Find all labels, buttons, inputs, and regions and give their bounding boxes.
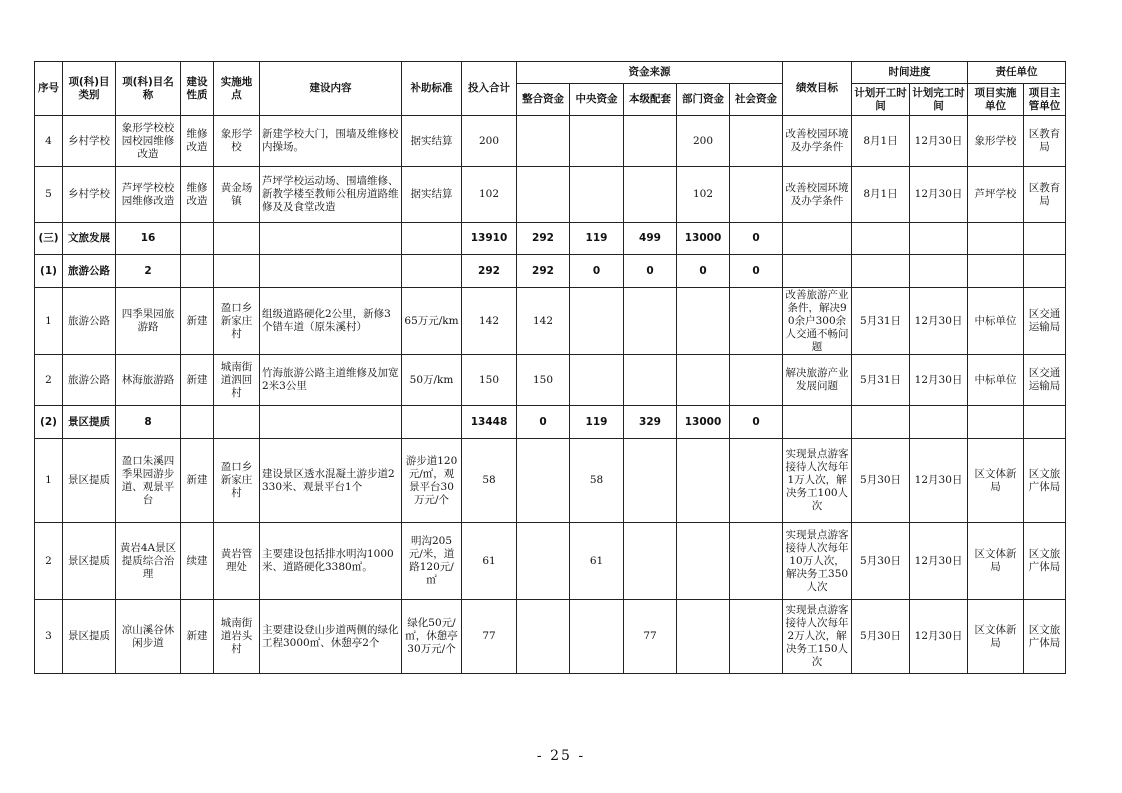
- cell-impl: [968, 255, 1024, 288]
- cell-nature: [181, 255, 214, 288]
- cell-nature: [181, 406, 214, 439]
- cell-total: 150: [462, 355, 517, 406]
- cell-seq: 2: [35, 355, 63, 406]
- cell-social: [730, 523, 783, 600]
- cell-total: 77: [462, 600, 517, 674]
- cell-location: 城南街道泗回村: [214, 355, 260, 406]
- cell-goal: 实现景点游客接待人次每年2万人次，解决务工150人次: [783, 600, 852, 674]
- cell-total: 200: [462, 116, 517, 167]
- cell-seq: 1: [35, 439, 63, 523]
- cell-subsidy: 游步道120元/㎡，观景平台30万元/个: [402, 439, 462, 523]
- table-row: [35, 439, 1066, 523]
- cell-central: [570, 116, 624, 167]
- cell-integrated: [517, 167, 570, 223]
- header-funding: 资金来源: [517, 62, 783, 84]
- cell-goal: [783, 406, 852, 439]
- cell-central: 58: [570, 439, 624, 523]
- cell-subsidy: 据实结算: [402, 167, 462, 223]
- cell-content: [260, 406, 402, 439]
- cell-nature: [181, 223, 214, 255]
- cell-total: 13910: [462, 223, 517, 255]
- cell-name: 林海旅游路: [116, 355, 181, 406]
- cell-impl: 芦坪学校: [968, 167, 1024, 223]
- cell-mgr: 区教育局: [1024, 167, 1066, 223]
- cell-subsidy: [402, 223, 462, 255]
- cell-integrated: [517, 523, 570, 600]
- header-social: 社会资金: [730, 84, 783, 116]
- table-row: [35, 523, 1066, 600]
- cell-start: [852, 223, 910, 255]
- cell-category: 旅游公路: [63, 288, 116, 355]
- cell-location: [214, 255, 260, 288]
- project-table: [34, 61, 1066, 674]
- cell-mgr: [1024, 223, 1066, 255]
- cell-content: [260, 223, 402, 255]
- cell-local: [624, 116, 677, 167]
- cell-nature: 新建: [181, 288, 214, 355]
- cell-dept: [677, 523, 730, 600]
- cell-location: 盈口乡新家庄村: [214, 288, 260, 355]
- cell-count: 2: [116, 255, 181, 288]
- cell-integrated: [517, 600, 570, 674]
- cell-integrated: 150: [517, 355, 570, 406]
- cell-seq: 4: [35, 116, 63, 167]
- cell-local: 77: [624, 600, 677, 674]
- cell-start: 8月1日: [852, 167, 910, 223]
- cell-impl: 中标单位: [968, 355, 1024, 406]
- cell-integrated: 142: [517, 288, 570, 355]
- table-row: [35, 167, 1066, 223]
- cell-local: 499: [624, 223, 677, 255]
- cell-mgr: 区文旅广体局: [1024, 523, 1066, 600]
- cell-category: 景区提质: [63, 406, 116, 439]
- cell-end: 12月30日: [910, 288, 968, 355]
- cell-mgr: 区交通运输局: [1024, 355, 1066, 406]
- header-content: 建设内容: [260, 62, 402, 116]
- cell-social: [730, 167, 783, 223]
- cell-impl: [968, 223, 1024, 255]
- cell-seq: (1): [35, 255, 63, 288]
- cell-social: [730, 355, 783, 406]
- cell-dept: [677, 600, 730, 674]
- header-start: 计划开工时间: [852, 84, 910, 116]
- cell-mgr: 区文旅广体局: [1024, 439, 1066, 523]
- cell-goal: 实现景点游客接待人次每年10万人次，解决务工350人次: [783, 523, 852, 600]
- cell-central: 0: [570, 255, 624, 288]
- cell-subsidy: 50万/km: [402, 355, 462, 406]
- table-row: [35, 288, 1066, 355]
- cell-start: 5月30日: [852, 439, 910, 523]
- cell-central: 119: [570, 223, 624, 255]
- cell-local: [624, 439, 677, 523]
- cell-impl: 中标单位: [968, 288, 1024, 355]
- cell-impl: 区文体新局: [968, 600, 1024, 674]
- header-impl-unit: 项目实施单位: [968, 84, 1024, 116]
- cell-seq: (2): [35, 406, 63, 439]
- cell-content: 芦坪学校运动场、围墙维修、新教学楼至教师公租房道路维修及及食堂改造: [260, 167, 402, 223]
- cell-category: 景区提质: [63, 523, 116, 600]
- page-number: - 25 -: [536, 748, 586, 764]
- cell-content: 主要建设包括排水明沟1000米、道路硬化3380㎡。: [260, 523, 402, 600]
- cell-subsidy: 明沟205元/米，道路120元/㎡: [402, 523, 462, 600]
- cell-total: 142: [462, 288, 517, 355]
- cell-goal: [783, 223, 852, 255]
- cell-location: [214, 223, 260, 255]
- cell-name: 黄岩4A景区提质综合治理: [116, 523, 181, 600]
- cell-subsidy: 绿化50元/㎡，休憩亭30万元/个: [402, 600, 462, 674]
- header-responsible: 责任单位: [968, 62, 1066, 84]
- cell-location: 盈口乡新家庄村: [214, 439, 260, 523]
- cell-subsidy: 据实结算: [402, 116, 462, 167]
- cell-nature: 维修改造: [181, 167, 214, 223]
- summary-row: [35, 255, 1066, 288]
- cell-integrated: 0: [517, 406, 570, 439]
- cell-start: 5月30日: [852, 523, 910, 600]
- cell-local: [624, 167, 677, 223]
- cell-end: 12月30日: [910, 523, 968, 600]
- header-goal: 绩效目标: [783, 62, 852, 116]
- cell-subsidy: 65万元/km: [402, 288, 462, 355]
- cell-local: [624, 523, 677, 600]
- cell-nature: 新建: [181, 600, 214, 674]
- header-row-1: [35, 62, 1066, 84]
- cell-total: 58: [462, 439, 517, 523]
- cell-seq: 2: [35, 523, 63, 600]
- header-local: 本级配套: [624, 84, 677, 116]
- table-row: [35, 116, 1066, 167]
- cell-impl: 区文体新局: [968, 523, 1024, 600]
- cell-goal: 实现景点游客接待人次每年1万人次，解决务工100人次: [783, 439, 852, 523]
- cell-integrated: 292: [517, 223, 570, 255]
- cell-subsidy: [402, 255, 462, 288]
- cell-category: 景区提质: [63, 439, 116, 523]
- cell-end: [910, 406, 968, 439]
- header-name: 项(科)目名称: [116, 62, 181, 116]
- cell-nature: 新建: [181, 439, 214, 523]
- cell-end: [910, 255, 968, 288]
- cell-central: 119: [570, 406, 624, 439]
- cell-goal: 改善旅游产业条件，解决90余户300余人交通不畅问题: [783, 288, 852, 355]
- cell-name: 四季果园旅游路: [116, 288, 181, 355]
- cell-central: [570, 288, 624, 355]
- cell-mgr: [1024, 406, 1066, 439]
- header-end: 计划完工时间: [910, 84, 968, 116]
- cell-location: 象形学校: [214, 116, 260, 167]
- header-dept: 部门资金: [677, 84, 730, 116]
- cell-end: [910, 223, 968, 255]
- cell-dept: 102: [677, 167, 730, 223]
- cell-total: 61: [462, 523, 517, 600]
- cell-central: [570, 167, 624, 223]
- cell-local: [624, 355, 677, 406]
- cell-dept: [677, 439, 730, 523]
- cell-social: 0: [730, 223, 783, 255]
- header-category: 项(科)目类别: [63, 62, 116, 116]
- cell-content: 竹海旅游公路主道维修及加宽2米3公里: [260, 355, 402, 406]
- cell-content: 建设景区透水混凝土游步道2330米、观景平台1个: [260, 439, 402, 523]
- cell-integrated: [517, 439, 570, 523]
- cell-end: 12月30日: [910, 167, 968, 223]
- cell-location: 黄金场镇: [214, 167, 260, 223]
- cell-name: 凉山溪谷休闲步道: [116, 600, 181, 674]
- cell-dept: 13000: [677, 223, 730, 255]
- cell-social: [730, 116, 783, 167]
- cell-content: 组级道路硬化2公里，新修3个错车道（原朱溪村）: [260, 288, 402, 355]
- cell-category: 景区提质: [63, 600, 116, 674]
- cell-social: [730, 288, 783, 355]
- cell-mgr: 区文旅广体局: [1024, 600, 1066, 674]
- header-nature: 建设性质: [181, 62, 214, 116]
- cell-total: 102: [462, 167, 517, 223]
- cell-local: 0: [624, 255, 677, 288]
- cell-name: 芦坪学校校园维修改造: [116, 167, 181, 223]
- summary-row: [35, 406, 1066, 439]
- cell-nature: 维修改造: [181, 116, 214, 167]
- cell-mgr: [1024, 255, 1066, 288]
- cell-start: 5月31日: [852, 288, 910, 355]
- header-schedule: 时间进度: [852, 62, 968, 84]
- cell-impl: 象形学校: [968, 116, 1024, 167]
- cell-goal: 改善校园环境及办学条件: [783, 167, 852, 223]
- cell-start: 5月31日: [852, 355, 910, 406]
- cell-social: [730, 439, 783, 523]
- cell-integrated: 292: [517, 255, 570, 288]
- cell-goal: [783, 255, 852, 288]
- cell-central: [570, 355, 624, 406]
- cell-local: [624, 288, 677, 355]
- cell-goal: 解决旅游产业发展问题: [783, 355, 852, 406]
- header-mgr-unit: 项目主管单位: [1024, 84, 1066, 116]
- header-integrated: 整合资金: [517, 84, 570, 116]
- cell-central: 61: [570, 523, 624, 600]
- cell-mgr: 区交通运输局: [1024, 288, 1066, 355]
- cell-mgr: 区教育局: [1024, 116, 1066, 167]
- cell-dept: 0: [677, 255, 730, 288]
- cell-category: 旅游公路: [63, 355, 116, 406]
- cell-goal: 改善校园环境及办学条件: [783, 116, 852, 167]
- cell-total: 292: [462, 255, 517, 288]
- cell-end: 12月30日: [910, 355, 968, 406]
- header-total: 投入合计: [462, 62, 517, 116]
- summary-row: [35, 223, 1066, 255]
- cell-dept: 13000: [677, 406, 730, 439]
- cell-total: 13448: [462, 406, 517, 439]
- cell-seq: 5: [35, 167, 63, 223]
- header-seq: 序号: [35, 62, 63, 116]
- cell-count: 8: [116, 406, 181, 439]
- cell-seq: 3: [35, 600, 63, 674]
- cell-name: 象形学校校园校园维修改造: [116, 116, 181, 167]
- cell-end: 12月30日: [910, 600, 968, 674]
- header-location: 实施地点: [214, 62, 260, 116]
- cell-dept: 200: [677, 116, 730, 167]
- cell-impl: 区文体新局: [968, 439, 1024, 523]
- cell-subsidy: [402, 406, 462, 439]
- cell-dept: [677, 288, 730, 355]
- cell-category: 旅游公路: [63, 255, 116, 288]
- cell-end: 12月30日: [910, 439, 968, 523]
- cell-content: 新建学校大门，围墙及维修校内操场。: [260, 116, 402, 167]
- cell-social: 0: [730, 255, 783, 288]
- cell-count: 16: [116, 223, 181, 255]
- table-row: [35, 355, 1066, 406]
- cell-start: 8月1日: [852, 116, 910, 167]
- table-row: [35, 600, 1066, 674]
- cell-nature: 新建: [181, 355, 214, 406]
- cell-end: 12月30日: [910, 116, 968, 167]
- cell-central: [570, 600, 624, 674]
- cell-location: 黄岩管理处: [214, 523, 260, 600]
- cell-local: 329: [624, 406, 677, 439]
- cell-start: [852, 255, 910, 288]
- cell-category: 乡村学校: [63, 167, 116, 223]
- cell-start: 5月30日: [852, 600, 910, 674]
- cell-integrated: [517, 116, 570, 167]
- header-central: 中央资金: [570, 84, 624, 116]
- cell-category: 乡村学校: [63, 116, 116, 167]
- cell-location: [214, 406, 260, 439]
- cell-seq: 1: [35, 288, 63, 355]
- cell-impl: [968, 406, 1024, 439]
- cell-start: [852, 406, 910, 439]
- cell-content: [260, 255, 402, 288]
- cell-category: 文旅发展: [63, 223, 116, 255]
- cell-social: [730, 600, 783, 674]
- cell-nature: 续建: [181, 523, 214, 600]
- cell-name: 盈口朱溪四季果园游步道、观景平台: [116, 439, 181, 523]
- header-subsidy: 补助标准: [402, 62, 462, 116]
- cell-social: 0: [730, 406, 783, 439]
- cell-seq: (三): [35, 223, 63, 255]
- cell-location: 城南街道岩头村: [214, 600, 260, 674]
- cell-dept: [677, 355, 730, 406]
- cell-content: 主要建设登山步道两侧的绿化工程3000㎡、休憩亭2个: [260, 600, 402, 674]
